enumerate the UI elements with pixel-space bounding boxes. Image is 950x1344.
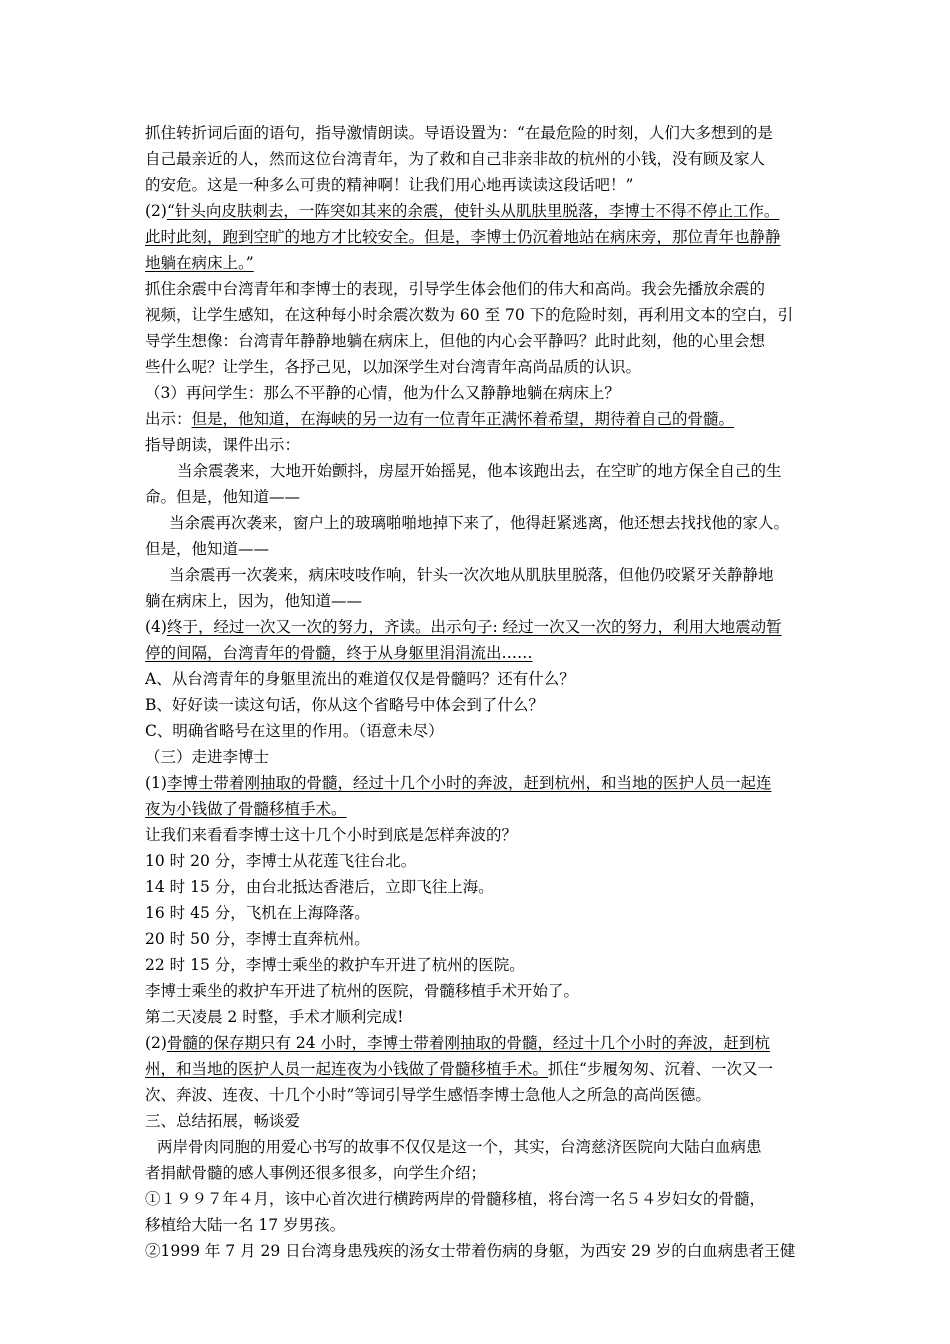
line-text: 次、奔波、连夜、十几个小时”等词引导学生感悟李博士急他人之所急的高尚医德。 (145, 1086, 711, 1104)
line-text: 自己最亲近的人，然而这位台湾青年，为了救和自己非亲非故的杭州的小钱，没有顾及家人 (145, 150, 766, 168)
text-line (145, 640, 817, 666)
line-text: 当余震再一次袭来，病床吱吱作响，针头一次次地从肌肤里脱落，但他仍咬紧牙关静静地 (169, 566, 774, 584)
text-line (145, 822, 817, 848)
underlined-quote: 州，和当地的医护人员一起连夜为小钱做了骨髓移植手术。 (145, 1060, 549, 1078)
line-text: 16 时 45 分，飞机在上海降落。 (145, 904, 370, 922)
text-line (145, 848, 817, 874)
underlined-quote: 地躺在病床上。” (145, 254, 254, 272)
line-text: 的安危。这是一种多么可贵的精神啊！让我们用心地再读读这段话吧！” (145, 176, 634, 194)
line-prefix: (2) (145, 202, 167, 220)
text-line (145, 588, 817, 614)
text-line (145, 926, 817, 952)
text-line (145, 796, 817, 822)
underlined-quote: “针头向皮肤刺去，一阵突如其来的余震，使针头从肌肤里脱落，李博士不得不停止工作。 (166, 202, 780, 220)
line-text: 些什么呢？让学生，各抒己见，以加深学生对台湾青年高尚品质的认识。 (145, 358, 642, 376)
line-text: 三、总结拓展，畅谈爱 (145, 1112, 301, 1130)
text-line (145, 120, 817, 146)
line-text: 抓住转折词后面的语句，指导激情朗读。导语设置为：“在最危险的时刻，人们大多想到的是 (145, 124, 773, 142)
line-text: 10 时 20 分，李博士从花莲飞往台北。 (145, 852, 417, 870)
line-text: （3）再问学生：那么不平静的心情，他为什么又静静地躺在病床上？ (145, 384, 620, 402)
text-line (145, 770, 817, 796)
line-text: ①１９９７年４月，该中心首次进行横跨两岸的骨髓移植，将台湾一名５４岁妇女的骨髓， (145, 1190, 766, 1208)
text-line (145, 614, 817, 640)
line-text: 者捐献骨髓的感人事例还很多很多，向学生介绍； (145, 1164, 487, 1182)
line-text: 抓住余震中台湾青年和李博士的表现，引导学生体会他们的伟大和高尚。我会先播放余震的 (145, 280, 766, 298)
text-line (145, 484, 817, 510)
underlined-quote: 骨髓的保存期只有 24 小时，李博士带着刚抽取的骨髓，经过十几个小时的奔波，赶到杭 (166, 1034, 771, 1052)
text-line (145, 692, 817, 718)
line-text: 移植给大陆一名 17 岁男孩。 (145, 1216, 346, 1234)
text-line (145, 536, 817, 562)
text-line (145, 354, 817, 380)
line-text: 命。但是，他知道—— (145, 488, 301, 506)
line-text: 22 时 15 分，李博士乘坐的救护车开进了杭州的医院。 (145, 956, 525, 974)
line-text: 导学生想像：台湾青年静静地躺在病床上，但他的内心会平静吗？此时此刻，他的心里会想 (145, 332, 766, 350)
text-line (145, 1212, 817, 1238)
text-line (145, 458, 817, 484)
line-text: 第二天凌晨 2 时整，手术才顺利完成! (145, 1008, 404, 1026)
underlined-quote: 夜为小钱做了骨髓移植手术。 (145, 800, 347, 818)
text-line (145, 1108, 817, 1134)
text-line (145, 198, 817, 224)
text-line (145, 1186, 817, 1212)
line-prefix: 出示： (145, 410, 192, 428)
line-text: B、好好读一读这句话，你从这个省略号中体会到了什么？ (145, 696, 544, 714)
underlined-quote: 李博士带着刚抽取的骨髓，经过十几个小时的奔波，赶到杭州，和当地的医护人员一起连 (166, 774, 772, 792)
line-text: （三）走进李博士 (145, 748, 270, 766)
text-line (145, 1030, 817, 1056)
line-text: 14 时 15 分，由台北抵达香港后，立即飞往上海。 (145, 878, 494, 896)
underlined-quote: 终于，经过一次又一次的努力，齐读。出示句子: 经过一次又一次的努力，利用大地震动暂 (166, 618, 782, 636)
text-line (145, 1056, 817, 1082)
text-line (145, 224, 817, 250)
text-line (145, 146, 817, 172)
text-line (145, 276, 817, 302)
text-line (145, 380, 817, 406)
text-line (145, 1238, 817, 1264)
text-line (145, 250, 817, 276)
line-text: 但是，他知道—— (145, 540, 270, 558)
line-text: 当余震袭来，大地开始颤抖，房屋开始摇晃，他本该跑出去，在空旷的地方保全自己的生 (177, 462, 782, 480)
text-line (145, 718, 817, 744)
text-line (145, 328, 817, 354)
line-prefix: (1) (145, 774, 167, 792)
text-line (145, 978, 817, 1004)
line-prefix: (4) (145, 618, 167, 636)
text-line (145, 432, 817, 458)
line-text: 让我们来看看李博士这十几个小时到底是怎样奔波的？ (145, 826, 518, 844)
text-line (145, 744, 817, 770)
text-line (145, 562, 817, 588)
text-line (145, 666, 817, 692)
underlined-quote: 停的间隔，台湾青年的骨髓，终于从身躯里涓涓流出…… (145, 644, 533, 662)
line-text: 两岸骨肉同胞的用爱心书写的故事不仅仅是这一个，其实，台湾慈济医院向大陆白血病患 (157, 1138, 762, 1156)
text-line (145, 406, 817, 432)
text-line (145, 874, 817, 900)
line-text: 躺在病床上，因为，他知道—— (145, 592, 363, 610)
text-line (145, 952, 817, 978)
text-line (145, 510, 817, 536)
line-text: 20 时 50 分，李博士直奔杭州。 (145, 930, 370, 948)
line-text: A、从台湾青年的身躯里流出的难道仅仅是骨髓吗？还有什么？ (145, 670, 575, 688)
text-line (145, 1160, 817, 1186)
text-line (145, 1004, 817, 1030)
line-prefix: (2) (145, 1034, 167, 1052)
text-line (145, 1082, 817, 1108)
text-line (145, 302, 817, 328)
line-suffix: 抓住“步履匆匆、沉着、一次又一 (548, 1060, 773, 1078)
line-text: 李博士乘坐的救护车开进了杭州的医院，骨髓移植手术开始了。 (145, 982, 580, 1000)
line-text: 指导朗读，课件出示： (145, 436, 301, 454)
text-line (145, 900, 817, 926)
text-line (145, 1134, 817, 1160)
line-text: 视频，让学生感知，在这种每小时余震次数为 60 至 70 下的危险时刻，再利用文本的空白，引 (145, 306, 794, 324)
document-page (145, 120, 817, 1264)
underlined-quote: 此时此刻，跑到空旷的地方才比较安全。但是，李博士仍沉着地站在病床旁，那位青年也静静 (145, 228, 781, 246)
underlined-quote: 但是，他知道，在海峡的另一边有一位青年正满怀着希望，期待着自己的骨髓。 (191, 410, 735, 428)
line-text: 当余震再次袭来，窗户上的玻璃啪啪地掉下来了，他得赶紧逃离，他还想去找找他的家人。 (169, 514, 790, 532)
line-text: ②1999 年 7 月 29 日台湾身患残疾的汤女士带着伤病的身躯，为西安 29 岁的白血病患者王健 (145, 1242, 796, 1260)
line-text: C、明确省略号在这里的作用。（语意未尽） (145, 722, 444, 740)
text-line (145, 172, 817, 198)
